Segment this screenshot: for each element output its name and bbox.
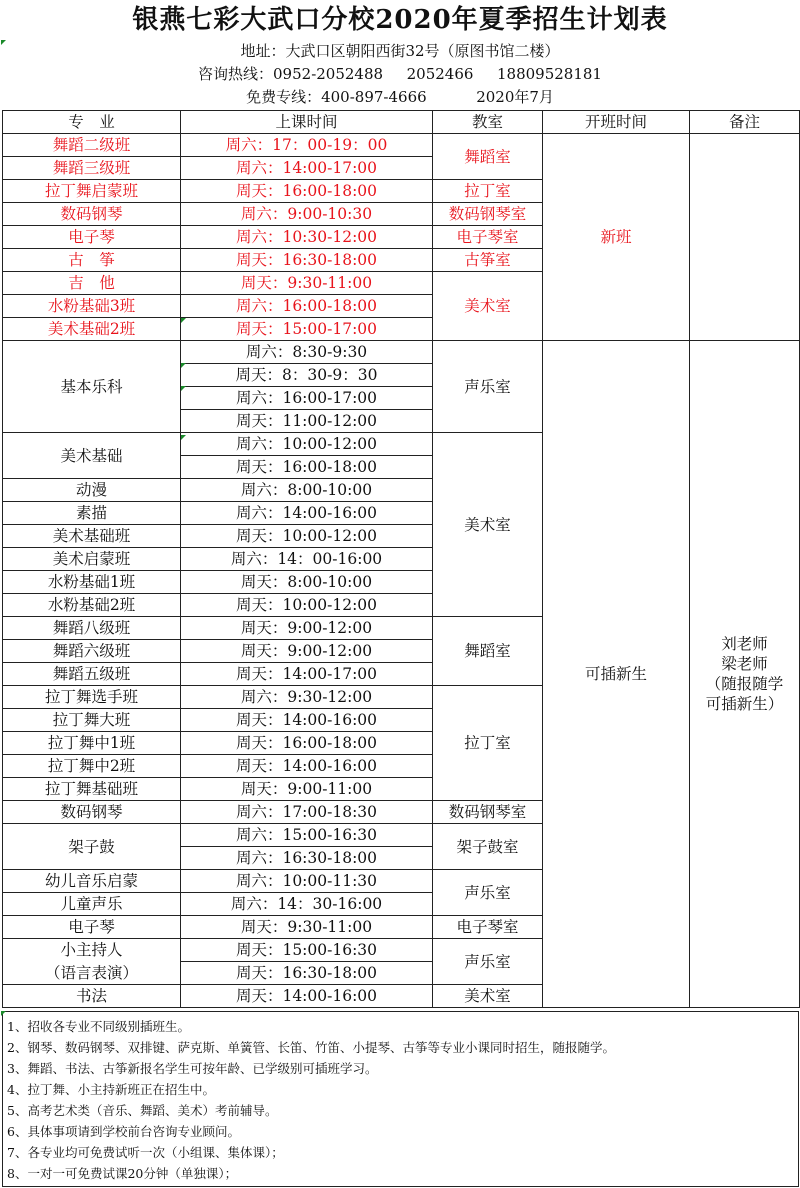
time-cell: 周六：16:00-17:00 <box>181 387 433 410</box>
major-cell: 拉丁舞选手班 <box>3 686 181 709</box>
major-cell: 拉丁舞中1班 <box>3 732 181 755</box>
start-cell-insert: 可插新生 <box>543 341 690 1008</box>
room-cell: 舞蹈室 <box>433 617 543 686</box>
remark-line: 梁老师 <box>721 655 768 673</box>
table-header-row <box>3 111 800 134</box>
cell-marker-icon <box>181 363 186 368</box>
address-line: 地址：大武口区朝阳西街32号（原图书馆二楼） <box>240 42 560 60</box>
note-item: 1、招收各专业不同级别插班生。 <box>7 1019 190 1034</box>
room-cell: 古筝室 <box>433 249 543 272</box>
major-cell: 儿童声乐 <box>3 893 181 916</box>
major-cell: 古 筝 <box>3 249 181 272</box>
major-cell: 数码钢琴 <box>3 203 181 226</box>
time-cell: 周天：16:30-18:00 <box>181 962 433 985</box>
remark-line: 可插新生） <box>705 695 784 713</box>
time-cell: 周六：17:00-18:30 <box>181 801 433 824</box>
hotline-number-2: 2052466 <box>406 65 474 83</box>
note-item: 5、高考艺术类（音乐、舞蹈、美术）考前辅导。 <box>7 1103 278 1118</box>
cell-marker-icon <box>1 40 6 45</box>
room-cell: 美术室 <box>433 433 543 617</box>
major-cell: 舞蹈五级班 <box>3 663 181 686</box>
major-cell: 电子琴 <box>3 226 181 249</box>
time-cell: 周天：16:00-18:00 <box>181 180 433 203</box>
room-cell: 拉丁室 <box>433 686 543 801</box>
major-cell: 小主持人 <box>3 939 181 962</box>
cell-marker-icon <box>181 386 186 391</box>
issue-date: 2020年7月 <box>476 88 554 106</box>
time-cell: 周六：8:00-10:00 <box>181 479 433 502</box>
room-cell: 数码钢琴室 <box>433 801 543 824</box>
major-cell: 舞蹈三级班 <box>3 157 181 180</box>
room-cell: 舞蹈室 <box>433 134 543 180</box>
time-cell: 周六：9:30-12:00 <box>181 686 433 709</box>
note-item: 3、舞蹈、书法、古筝新报名学生可按年龄、已学级别可插班学习。 <box>7 1061 378 1076</box>
time-cell: 周六：17：00-19：00 <box>181 134 433 157</box>
time-cell: 周天：11:00-12:00 <box>181 410 433 433</box>
room-cell: 数码钢琴室 <box>433 203 543 226</box>
major-cell: 美术启蒙班 <box>3 548 181 571</box>
column-header-start: 开班时间 <box>543 111 690 134</box>
time-cell: 周天：9:00-12:00 <box>181 617 433 640</box>
hotline-label: 咨询热线： <box>198 65 274 83</box>
room-cell: 美术室 <box>433 272 543 341</box>
room-cell: 声乐室 <box>433 870 543 916</box>
time-cell: 周天：15:00-16:30 <box>181 939 433 962</box>
column-header-time: 上课时间 <box>181 111 433 134</box>
major-cell: 水粉基础2班 <box>3 594 181 617</box>
room-cell: 架子鼓室 <box>433 824 543 870</box>
free-line <box>0 86 800 109</box>
time-cell: 周天：10:00-12:00 <box>181 594 433 617</box>
remark-line: （随报随学 <box>705 675 784 693</box>
note-item: 2、钢琴、数码钢琴、双排键、萨克斯、单簧管、长笛、竹笛、小提琴、古筝等专业小课同时招生，随报随学。 <box>7 1040 615 1055</box>
time-cell: 周六：8:30-9:30 <box>181 341 433 364</box>
major-cell: 拉丁舞大班 <box>3 709 181 732</box>
major-cell: 架子鼓 <box>3 824 181 870</box>
major-cell: 舞蹈八级班 <box>3 617 181 640</box>
room-cell: 美术室 <box>433 985 543 1008</box>
room-cell: 电子琴室 <box>433 916 543 939</box>
major-cell: 美术基础班 <box>3 525 181 548</box>
time-cell: 周六：14:00-16:00 <box>181 502 433 525</box>
time-cell: 周六：14:00-17:00 <box>181 157 433 180</box>
column-header-remark: 备注 <box>690 111 800 134</box>
time-cell: 周六：10:00-11:30 <box>181 870 433 893</box>
major-cell: 吉 他 <box>3 272 181 295</box>
free-label: 免费专线： <box>246 88 322 106</box>
time-cell: 周天：14:00-16:00 <box>181 985 433 1008</box>
remark-line: 刘老师 <box>721 635 768 653</box>
room-cell: 声乐室 <box>433 341 543 433</box>
major-cell: 舞蹈六级班 <box>3 640 181 663</box>
cell-marker-icon <box>1 1011 6 1016</box>
column-header-room: 教室 <box>433 111 543 134</box>
major-cell: 拉丁舞中2班 <box>3 755 181 778</box>
time-cell: 周六：15:00-16:30 <box>181 824 433 847</box>
time-cell: 周天：8：30-9：30 <box>181 364 433 387</box>
cell-marker-icon <box>181 318 186 323</box>
major-cell: 水粉基础1班 <box>3 571 181 594</box>
time-cell: 周天：9:00-12:00 <box>181 640 433 663</box>
time-cell: 周天：9:00-11:00 <box>181 778 433 801</box>
notes-box <box>2 1011 799 1187</box>
time-cell: 周天：15:00-17:00 <box>181 318 433 341</box>
note-item: 4、拉丁舞、小主持新班正在招生中。 <box>7 1082 215 1097</box>
major-cell: 水粉基础3班 <box>3 295 181 318</box>
time-cell: 周天：14:00-16:00 <box>181 709 433 732</box>
schedule-table <box>2 110 800 1008</box>
major-cell: 舞蹈二级班 <box>3 134 181 157</box>
time-cell: 周天：14:00-17:00 <box>181 663 433 686</box>
major-cell: 拉丁舞启蒙班 <box>3 180 181 203</box>
note-item: 6、具体事项请到学校前台咨询专业顾问。 <box>7 1124 240 1139</box>
note-item: 7、各专业均可免费试听一次（小组课、集体课）； <box>7 1145 284 1160</box>
major-cell: 拉丁舞基础班 <box>3 778 181 801</box>
room-cell: 电子琴室 <box>433 226 543 249</box>
time-cell: 周六：16:00-18:00 <box>181 295 433 318</box>
major-cell: 书法 <box>3 985 181 1008</box>
hotline-line <box>0 63 800 86</box>
time-cell: 周六：10:00-12:00 <box>181 433 433 456</box>
time-cell: 周六：14：00-16:00 <box>181 548 433 571</box>
time-cell: 周天：8:00-10:00 <box>181 571 433 594</box>
major-cell: （语言表演） <box>3 962 181 985</box>
time-cell: 周天：16:00-18:00 <box>181 456 433 479</box>
hotline-number-1: 0952-2052488 <box>273 65 384 83</box>
time-cell: 周天：9:30-11:00 <box>181 272 433 295</box>
major-cell: 数码钢琴 <box>3 801 181 824</box>
hotline-number-3: 18809528181 <box>497 65 602 83</box>
time-cell: 周天：14:00-16:00 <box>181 755 433 778</box>
major-cell: 美术基础2班 <box>3 318 181 341</box>
time-cell: 周六：10:30-12:00 <box>181 226 433 249</box>
table-row <box>3 341 800 364</box>
major-cell: 基本乐科 <box>3 341 181 433</box>
time-cell: 周天：16:00-18:00 <box>181 732 433 755</box>
room-cell: 声乐室 <box>433 939 543 985</box>
major-cell: 电子琴 <box>3 916 181 939</box>
room-cell: 拉丁室 <box>433 180 543 203</box>
start-cell-new: 新班 <box>543 134 690 341</box>
free-number: 400-897-4666 <box>321 88 427 106</box>
page-title: 银燕七彩大武口分校2020年夏季招生计划表 <box>132 5 668 35</box>
table-row <box>3 134 800 157</box>
time-cell: 周六：9:00-10:30 <box>181 203 433 226</box>
note-item: 8、一对一可免费试课20分钟（单独课）； <box>7 1166 238 1181</box>
time-cell: 周六：16:30-18:00 <box>181 847 433 870</box>
time-cell: 周天：16:30-18:00 <box>181 249 433 272</box>
remark-cell <box>690 341 800 1008</box>
remark-cell-empty <box>690 134 800 341</box>
time-cell: 周天：9:30-11:00 <box>181 916 433 939</box>
major-cell: 素描 <box>3 502 181 525</box>
time-cell: 周天：10:00-12:00 <box>181 525 433 548</box>
cell-marker-icon <box>181 435 186 440</box>
major-cell: 幼儿音乐启蒙 <box>3 870 181 893</box>
major-cell: 动漫 <box>3 479 181 502</box>
major-cell: 美术基础 <box>3 433 181 479</box>
time-cell: 周六：14：30-16:00 <box>181 893 433 916</box>
column-header-major: 专 业 <box>3 111 181 134</box>
